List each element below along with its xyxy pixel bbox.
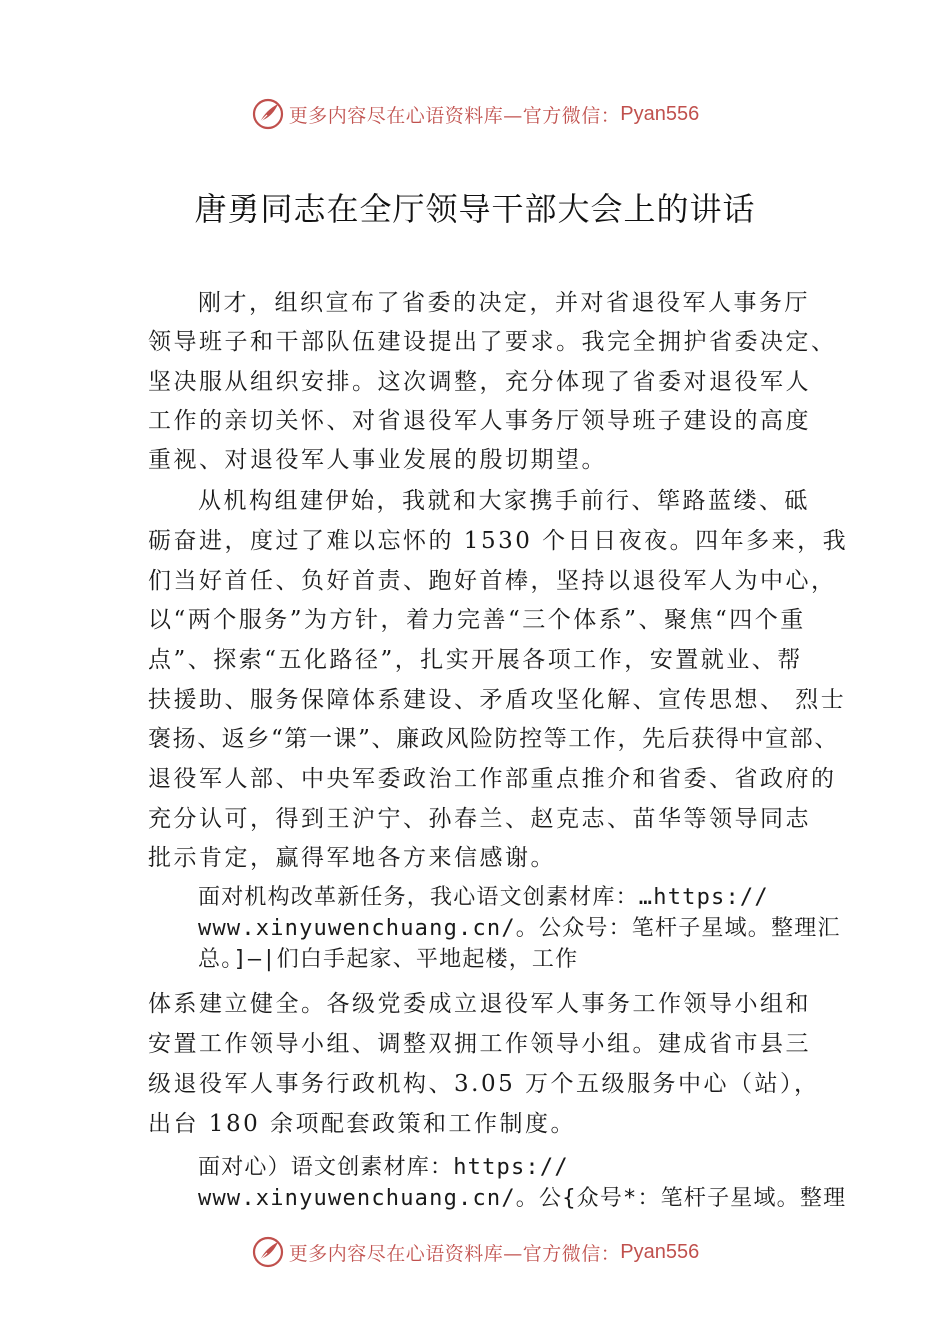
paragraph-4-line-2: 安置工作领导小组、调整双拥工作领导小组。建成省市县三 bbox=[148, 1031, 811, 1057]
quill-logo-icon bbox=[251, 97, 285, 131]
wechat-handle: Pyan556 bbox=[620, 102, 700, 125]
paragraph-1-line-1: 刚才，组织宣布了省委的决定，并对省退役军人事务厅 bbox=[198, 290, 810, 316]
paragraph-3-line-2: www.xinyuwenchuang.cn/。公众号：笔杆子星域。整理汇 bbox=[198, 916, 841, 941]
paragraph-2-line-9: 充分认可，得到王沪宁、孙春兰、赵克志、苗华等领导同志 bbox=[148, 806, 811, 832]
paragraph-3-line-1: 面对机构改革新任务，我心语文创素材库：…https:// bbox=[198, 885, 769, 910]
paragraph-5-line-2: www.xinyuwenchuang.cn/。公{众号*：笔杆子星域。整理 bbox=[198, 1186, 847, 1211]
paragraph-1-line-3: 坚决服从组织安排。这次调整，充分体现了省委对退役军人 bbox=[148, 369, 811, 395]
paragraph-2-line-4: 以“两个服务”为方针，着力完善“三个体系”、聚焦“四个重 bbox=[148, 607, 806, 633]
paragraph-3-line-3: 总。]—|们白手起家、平地起楼，工作 bbox=[198, 947, 579, 972]
paragraph-2-line-1: 从机构组建伊始，我就和大家携手前行、筚路蓝缕、砥 bbox=[198, 488, 810, 514]
wechat-handle: Pyan556 bbox=[620, 1240, 700, 1263]
paragraph-1-line-5: 重视、对退役军人事业发展的殷切期望。 bbox=[148, 447, 607, 473]
paragraph-2-line-10: 批示肯定，赢得军地各方来信感谢。 bbox=[148, 845, 556, 871]
paragraph-2-line-7: 褒扬、返乡“第一课”、廉政风险防控等工作，先后获得中宣部、 bbox=[148, 726, 839, 752]
paragraph-2-line-6: 扶援助、服务保障体系建设、矛盾攻坚化解、宣传思想、 烈士 bbox=[148, 687, 847, 713]
paragraph-5-line-1: 面对心）语文创素材库：https:// bbox=[198, 1155, 569, 1180]
paragraph-2-line-5: 点”、探索“五化路径”，扎实开展各项工作，安置就业、帮 bbox=[148, 647, 803, 673]
paragraph-2-line-2: 砺奋进，度过了难以忘怀的 1530 个日日夜夜。四年多来，我 bbox=[148, 528, 849, 554]
footer-banner bbox=[0, 1232, 950, 1272]
paragraph-2-line-8: 退役军人部、中央军委政治工作部重点推介和省委、省政府的 bbox=[148, 766, 837, 792]
banner-text: 更多内容尽在心语资料库—官方微信： bbox=[288, 1242, 621, 1265]
header-banner bbox=[0, 94, 950, 134]
paragraph-4-line-3: 级退役军人事务行政机构、3.05 万个五级服务中心（站）， bbox=[148, 1071, 820, 1097]
paragraph-2-line-3: 们当好首任、负好首责、跑好首棒，坚持以退役军人为中心， bbox=[148, 568, 837, 594]
paragraph-4-line-1: 体系建立健全。各级党委成立退役军人事务工作领导小组和 bbox=[148, 991, 811, 1017]
quill-logo-icon bbox=[251, 1235, 285, 1269]
paragraph-4-line-4: 出台 180 余项配套政策和工作制度。 bbox=[148, 1111, 577, 1137]
banner-text: 更多内容尽在心语资料库—官方微信： bbox=[288, 104, 621, 127]
document-title: 唐勇同志在全厅领导干部大会上的讲话 bbox=[194, 190, 756, 228]
paragraph-1-line-2: 领导班子和干部队伍建设提出了要求。我完全拥护省委决定、 bbox=[148, 329, 837, 355]
paragraph-1-line-4: 工作的亲切关怀、对省退役军人事务厅领导班子建设的高度 bbox=[148, 408, 811, 434]
